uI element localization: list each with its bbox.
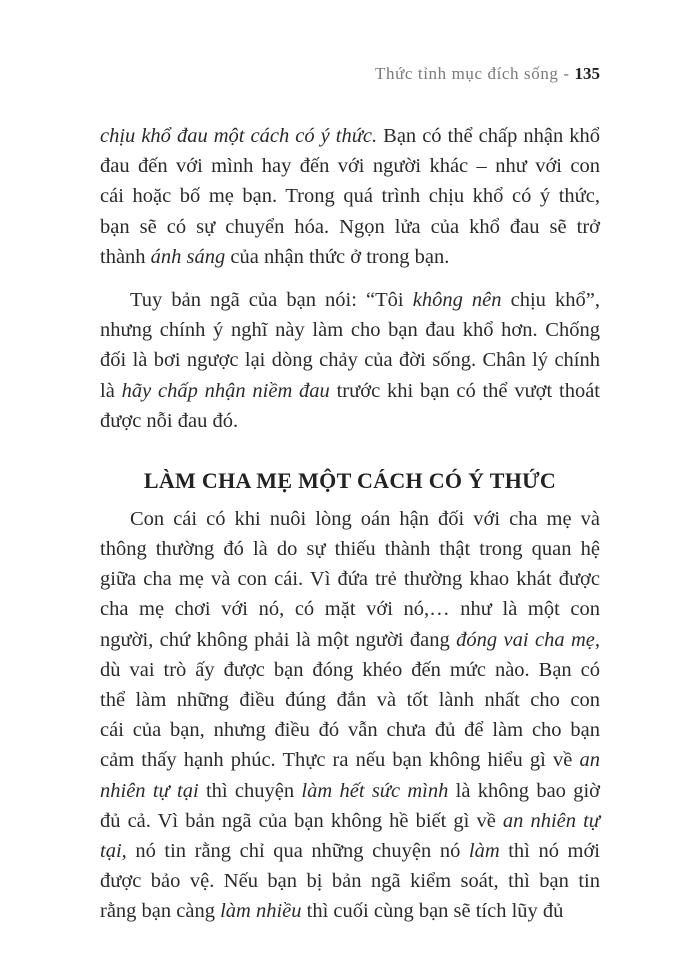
text-line: đau đến với mình hay đến với người khác – như với con bbox=[100, 155, 600, 178]
running-title: Thức tỉnh mục đích sống bbox=[374, 64, 559, 83]
running-header bbox=[375, 64, 600, 84]
text-line: dù vai trò ấy được bạn đóng khéo đến mức nào. Bạn có bbox=[100, 658, 600, 681]
paragraph-1 bbox=[100, 121, 600, 272]
text-line: đối là bơi ngược lại dòng chảy của đời sống. Chân lý chính bbox=[100, 349, 600, 372]
paragraph-2 bbox=[100, 285, 600, 436]
text-line: cái hoặc bố mẹ bạn. Trong quá trình chịu khổ có ý thức, bbox=[100, 185, 600, 208]
text-line: Con cái có khi nuôi lòng oán hận đối với cha mẹ và bbox=[130, 507, 600, 530]
text-line: cảm thấy hạnh phúc. Thực ra nếu bạn không hiểu gì về an bbox=[100, 749, 600, 772]
text-line: cha mẹ chơi với nó, có mặt với nó,… như là một con bbox=[100, 598, 600, 621]
header-separator: - bbox=[558, 64, 575, 83]
text-line: chịu khổ đau một cách có ý thức. Bạn có thể chấp nhận khổ bbox=[100, 125, 601, 147]
page-number: 135 bbox=[574, 64, 600, 83]
text-line: Tuy bản ngã của bạn nói: “Tôi không nên chịu khổ”, bbox=[130, 288, 600, 311]
text-line: người, chứ không phải là một người đang đóng vai cha mẹ, bbox=[100, 628, 601, 651]
text-line: bạn sẽ có sự chuyển hóa. Ngọn lửa của khổ đau sẽ trở bbox=[100, 215, 600, 238]
text-line: cái của bạn, nhưng điều đó vẫn chưa đủ để làm cho bạn bbox=[100, 719, 600, 742]
text-line: thể làm những điều đúng đắn và tốt lành nhất cho con bbox=[100, 689, 600, 711]
section-heading: LÀM CHA MẸ MỘT CÁCH CÓ Ý THỨC bbox=[143, 467, 557, 493]
text-line: đủ cả. Vì bản ngã của bạn không hề biết gì về an nhiên tự bbox=[100, 809, 600, 832]
text-line: nhiên tự tại thì chuyện làm hết sức mình là không bao giờ bbox=[100, 779, 601, 802]
text-line: được nỗi đau đó. bbox=[100, 409, 239, 432]
text-line: thành ánh sáng của nhận thức ở trong bạn. bbox=[100, 245, 450, 268]
text-line: rằng bạn càng làm nhiều thì cuối cùng bạn sẽ tích lũy đủ bbox=[100, 900, 564, 923]
text-line: thông thường đó là do sự thiếu thành thật trong quan hệ bbox=[100, 538, 600, 561]
text-line: được bảo vệ. Nếu bạn bị bản ngã kiểm soát, thì bạn tin bbox=[100, 870, 600, 893]
text-line: tại, nó tin rằng chỉ qua những chuyện nó làm thì nó mới bbox=[100, 839, 600, 862]
page-body bbox=[100, 121, 600, 927]
text-line: giữa cha mẹ và con cái. Vì đứa trẻ thường khao khát được bbox=[100, 568, 600, 591]
section-paragraph bbox=[100, 504, 600, 927]
text-line: là hãy chấp nhận niềm đau trước khi bạn có thể vượt thoát bbox=[100, 379, 601, 402]
text-line: nhưng chính ý nghĩ này làm cho bạn đau khổ hơn. Chống bbox=[100, 319, 600, 342]
